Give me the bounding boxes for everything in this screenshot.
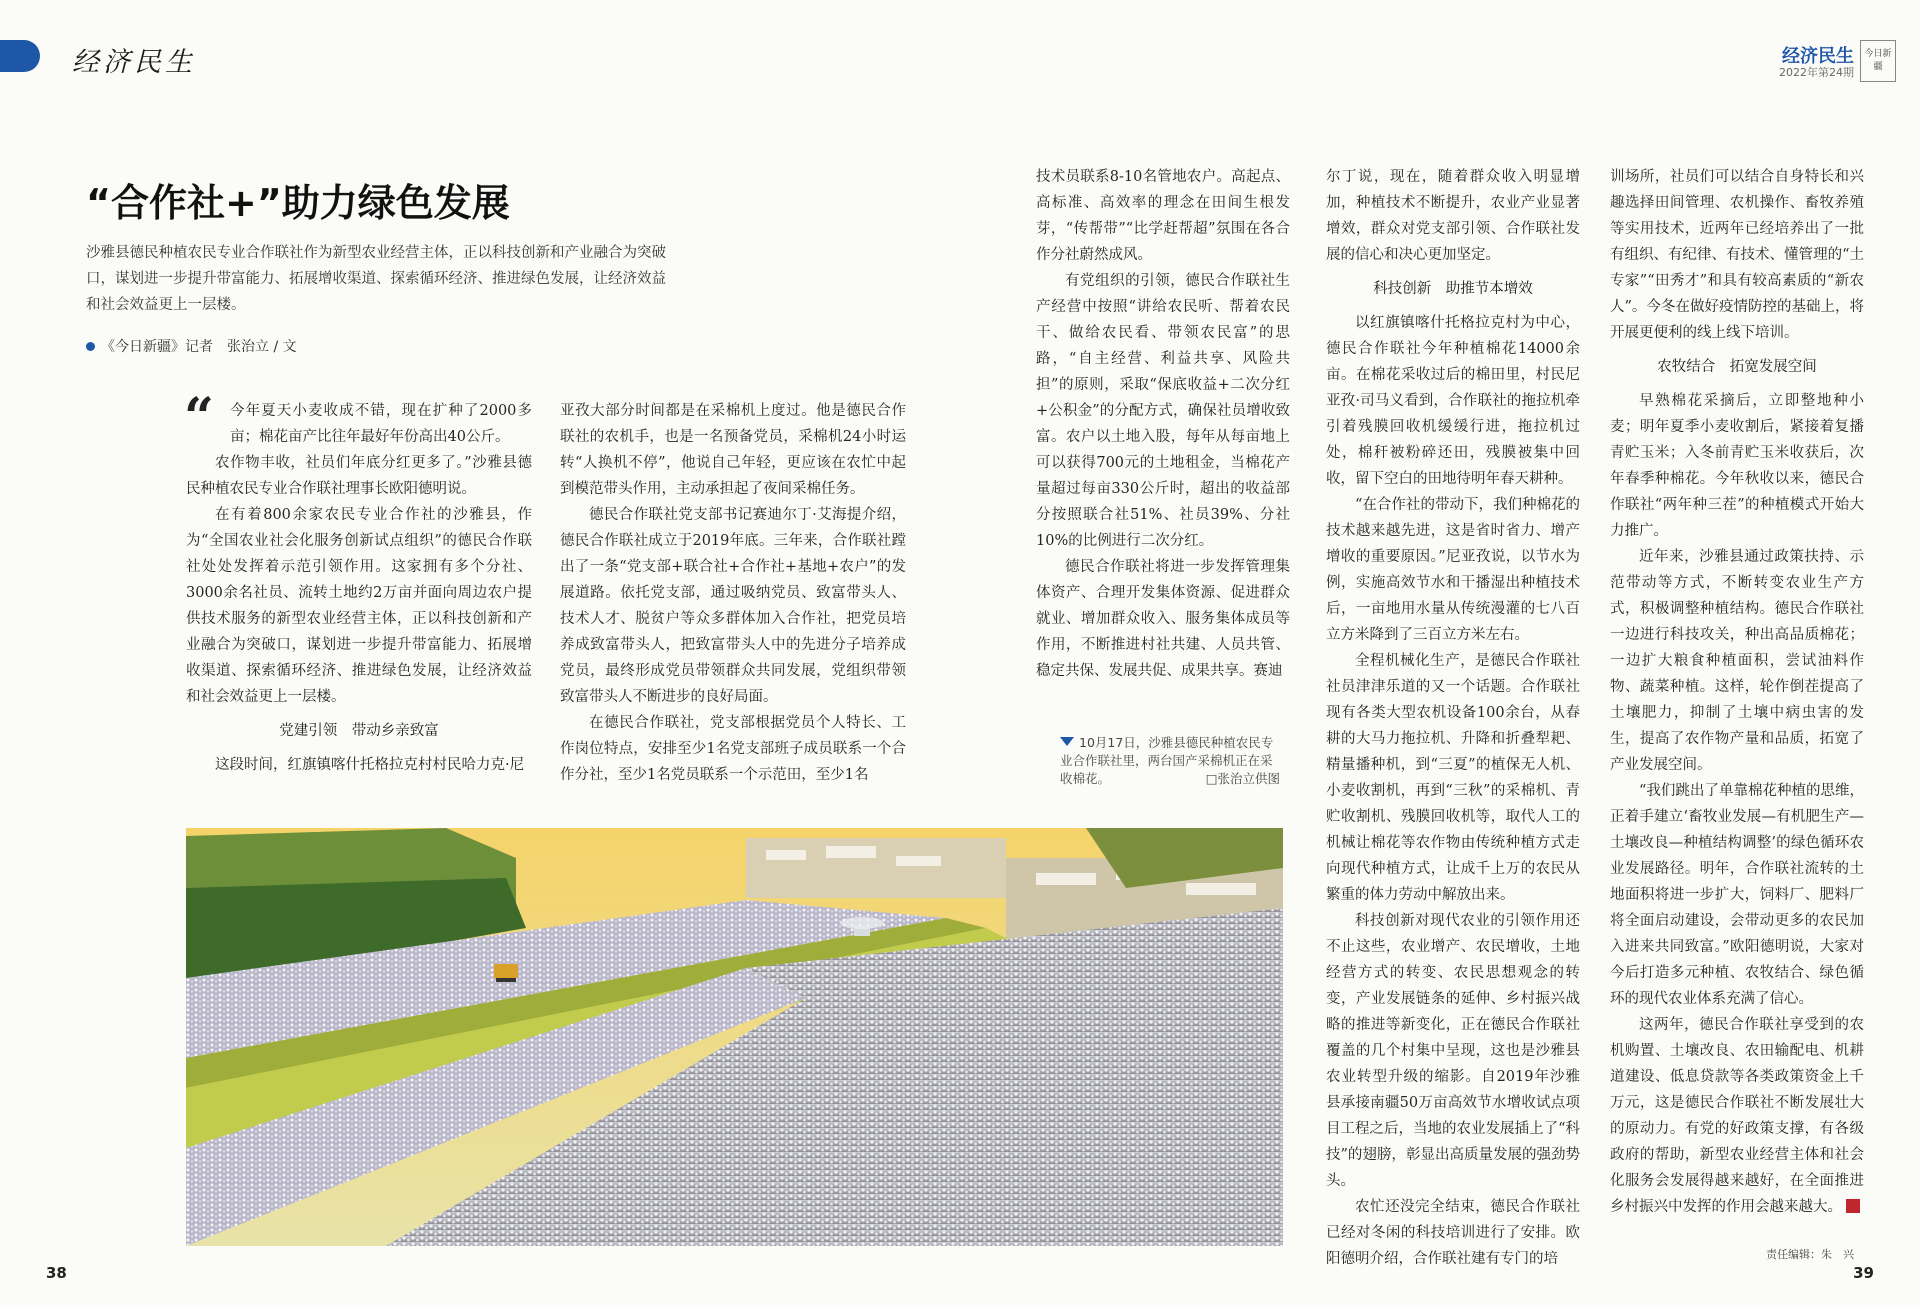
paragraph: 这段时间，红旗镇喀什托格拉克村村民哈力克·尼 [215, 757, 525, 773]
article-lead: 沙雅县德民种植农民专业合作联社作为新型农业经营主体，正以科技创新和产业融合为突破口，谋划进一步提升带富能力、拓展增收渠道、探索循环经济、推进绿色发展，让经济效益和社会效益更上一层楼。 [86, 245, 666, 313]
paragraph: 今年夏天小麦收成不错，现在扩种了2000多亩；棉花亩产比往年最好年份高出40公斤。 [230, 403, 532, 445]
section-tab-marker [0, 40, 40, 72]
byline [86, 336, 297, 356]
photo-caption [1060, 734, 1280, 788]
paragraph: 有党组织的引领，德民合作联社生产经营中按照“讲给农民听、帮着农民干、做给农民看、带领农民富”的思路，“自主经营、利益共享、风险共担”的原则，采取“保底收益+二次分红+公积金”的分配方式，确保社员增收致富。农户以土地入股，每年从每亩地上可以获得700元的土地租金，当棉花产量超过每亩330公斤时，超出的收益部分按照联合社51%、社员39%、分社10%的比例进行二次分红。 [1036, 273, 1290, 549]
magazine-section-brand: 经济民生 [1782, 46, 1854, 67]
end-mark-icon [1846, 1199, 1860, 1213]
paragraph: “我们跳出了单靠棉花种植的思维，正着手建立‘畜牧业发展—有机肥生产—土壤改良—种植结构调整’的绿色循环农业发展路径。明年，合作联社流转的土地面积将进一步扩大，饲料厂、肥料厂将全面启动建设，会带动更多的农民加入进来共同致富。”欧阳德明说，大家对今后打造多元种植、农牧结合、绿色循环的现代农业体系充满了信心。 [1610, 783, 1864, 1007]
column-3 [1036, 164, 1290, 684]
paragraph: 德民合作联社党支部书记赛迪尔丁·艾海提介绍，德民合作联社成立于2019年底。三年来，合作联社蹚出了一条“党支部+联合社+合作社+基地+农户”的发展道路。依托党支部，通过吸纳党员、致富带头人、技术人才、脱贫户等众多群体加入合作社，把党员培养成致富带头人，把致富带头人中的先进分子培养成党员，最终形成党员带领群众共同发展，党组织带领致富带头人不断进步的良好局面。 [560, 507, 906, 705]
article-title: “合作社+”助力绿色发展 [86, 181, 510, 225]
paragraph: 训场所，社员们可以结合自身特长和兴趣选择田间管理、农机操作、畜牧养殖等实用技术，近两年已经培养出了一批有组织、有纪律、有技术、懂管理的“土专家”“田秀才”和具有较高素质的“新农人”。今冬在做好疫情防控的基础上，将开展更便利的线上线下培训。 [1610, 169, 1864, 341]
column-2 [560, 398, 906, 788]
paragraph: 全程机械化生产，是德民合作联社社员津津乐道的又一个话题。合作联社现有各类大型农机设备100余台，从春耕的大马力拖拉机、升降和折叠犁耙、精量播种机，到“三夏”的植保无人机、小麦收割机，再到“三秋”的采棉机、青贮收割机、残膜回收机等，取代人工的机械让棉花等农作物由传统种植方式走向现代种植方式，让成千上万的农民从繁重的体力劳动中解放出来。 [1326, 653, 1580, 903]
column-4 [1326, 164, 1580, 1272]
paragraph: 尔丁说，现在，随着群众收入明显增加，种植技术不断提升，农业产业显著增效，群众对党支部引领、合作联社发展的信心和决心更加坚定。 [1326, 169, 1580, 263]
cotton-field-photo [186, 828, 1283, 1246]
subheading: 农牧结合 拓宽发展空间 [1657, 359, 1817, 375]
paragraph: 近年来，沙雅县通过政策扶持、示范带动等方式，不断转变农业生产方式，积极调整种植结构。德民合作联社一边进行科技攻关，种出高品质棉花；一边扩大粮食种植面积，尝试油料作物、蔬菜种植。这样，轮作倒茬提高了土壤肥力，抑制了土壤中病虫害的发生，提高了农作物产量和品质，拓宽了产业发展空间。 [1610, 549, 1864, 773]
subheading: 党建引领 带动乡亲致富 [279, 723, 439, 739]
photo-credit: □张治立供图 [1205, 771, 1280, 786]
page-number-right: 39 [1853, 1264, 1874, 1282]
paragraph: 亚孜大部分时间都是在采棉机上度过。他是德民合作联社的农机手，也是一名预备党员，采棉机24小时运转“人换机不停”，他说自己年轻，更应该在农忙中起到模范带头作用，主动承担起了夜间采棉任务。 [560, 403, 906, 497]
paragraph: 技术员联系8-10名管地农户。高起点、高标准、高效率的理念在田间生根发芽，“传帮带”“比学赶帮超”氛围在各合作分社蔚然成风。 [1036, 169, 1290, 263]
column-1 [184, 387, 532, 778]
paragraph [1610, 1012, 1864, 1220]
caption-triangle-icon [1060, 737, 1074, 746]
column-5 [1610, 164, 1864, 1220]
paragraph: 德民合作联社将进一步发挥管理集体资产、合理开发集体资源、促进群众就业、增加群众收入、服务集体成员等作用，不断推进村社共建、人员共管、稳定共保、发展共促、成果共享。赛迪 [1036, 559, 1290, 679]
paragraph: 在德民合作联社，党支部根据党员个人特长、工作岗位特点，安排至少1名党支部班子成员联系一个合作分社，至少1名党员联系一个示范田，至少1名 [560, 715, 906, 783]
paragraph: 以红旗镇喀什托格拉克村为中心，德民合作联社今年种植棉花14000余亩。在棉花采收过后的棉田里，村民尼亚孜·司马义看到，合作联社的拖拉机牵引着残膜回收机缓缓行进，拖拉机过处，棉秆被粉碎还田，残膜被集中回收，留下空白的田地待明年春天耕种。 [1326, 315, 1580, 487]
paragraph: 农作物丰收，社员们年底分红更多了。”沙雅县德民种植农民专业合作联社理事长欧阳德明说。 [186, 455, 532, 497]
paragraph: 科技创新对现代农业的引领作用还不止这些，农业增产、农民增收，土地经营方式的转变、农民思想观念的转变，产业发展链条的延伸、乡村振兴战略的推进等新变化，正在德民合作联社覆盖的几个村集中呈现，这也是沙雅县农业转型升级的缩影。自2019年沙雅县承接南疆50万亩高效节水增收试点项目工程之后，当地的农业发展插上了“科技”的翅膀，彰显出高质量发展的强劲势头。 [1326, 913, 1580, 1189]
byline-text: 《今日新疆》记者 张治立 / 文 [101, 339, 297, 355]
paragraph: 早熟棉花采摘后，立即整地种小麦；明年夏季小麦收割后，紧接着复播青贮玉米；入冬前青贮玉米收获后，次年春季种棉花。今年秋收以来，德民合作联社“两年种三茬”的种植模式开始大力推广。 [1610, 393, 1864, 539]
editor-credit: 责任编辑：朱 兴 [1766, 1248, 1854, 1261]
page-number-left: 38 [46, 1264, 67, 1282]
section-title: 经济民生 [72, 47, 196, 78]
subheading: 科技创新 助推节本增效 [1373, 281, 1533, 297]
paragraph: 在有着800余家农民专业合作社的沙雅县，作为“全国农业社会化服务创新试点组织”的德民合作联社处处发挥着示范引领作用。这家拥有多个分社、3000余名社员、流转土地约2万亩并面向周边农户提供技术服务的新型农业经营主体，正以科技创新和产业融合为突破口，谋划进一步提升带富能力、拓展增收渠道、探索循环经济、推进绿色发展，让经济效益和社会效益更上一层楼。 [186, 507, 532, 705]
quote-mark-icon: “ [184, 387, 214, 448]
paragraph-text: 这两年，德民合作联社享受到的农机购置、土壤改良、农田输配电、机耕道建设、低息贷款等各类政策资金上千万元，这是德民合作联社不断发展壮大的原动力。有党的好政策支撑，有各级政府的帮助，新型农业经营主体和社会化服务会发展得越来越好，在全面推进乡村振兴中发挥的作用会越来越大。 [1610, 1017, 1864, 1215]
magazine-logo: 今日新疆 [1860, 40, 1896, 82]
paragraph: 农忙还没完全结束，德民合作联社已经对冬闲的科技培训进行了安排。欧阳德明介绍，合作联社建有专门的培 [1326, 1199, 1580, 1267]
byline-dot-icon [86, 342, 95, 351]
caption-text: 10月17日，沙雅县德民种植农民专业合作联社里，两台国产采棉机正在采收棉花。 [1060, 735, 1274, 786]
issue-number: 2022年第24期 [1779, 66, 1854, 79]
paragraph: “在合作社的带动下，我们种棉花的技术越来越先进，这是省时省力、增产增收的重要原因。”尼亚孜说，以节水为例，实施高效节水和干播湿出种植技术后，一亩地用水量从传统漫灌的七八百立方米降到了三百立方米左右。 [1326, 497, 1580, 643]
